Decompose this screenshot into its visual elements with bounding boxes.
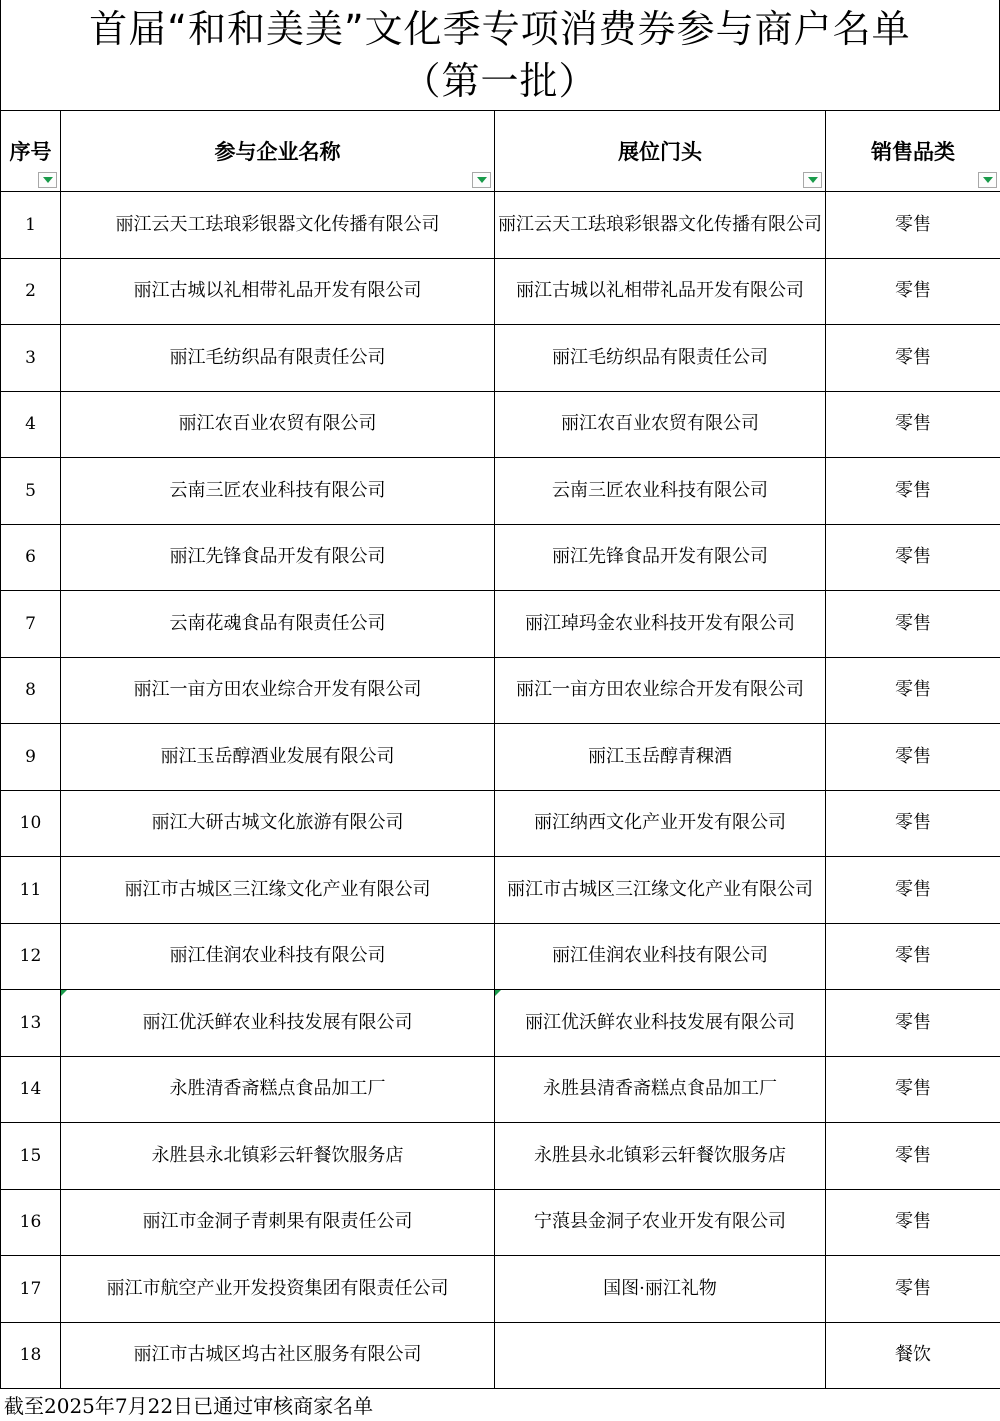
cell-category[interactable]: 零售 <box>826 990 1000 1057</box>
sheet-title <box>0 0 1000 110</box>
cell-company[interactable]: 丽江古城以礼相带礼品开发有限公司 <box>61 258 495 325</box>
cell-index[interactable]: 3 <box>1 325 61 392</box>
cell-company[interactable]: 丽江云天工珐琅彩银器文化传播有限公司 <box>61 192 495 259</box>
cell-index[interactable]: 14 <box>1 1056 61 1123</box>
cell-category[interactable]: 零售 <box>826 458 1000 525</box>
cell-company[interactable]: 丽江先锋食品开发有限公司 <box>61 524 495 591</box>
cell-company[interactable]: 丽江一亩方田农业综合开发有限公司 <box>61 657 495 724</box>
cell-category[interactable]: 零售 <box>826 591 1000 658</box>
table-row <box>1 458 1000 525</box>
cell-company[interactable]: 丽江市古城区三江缘文化产业有限公司 <box>61 857 495 924</box>
cell-index[interactable]: 7 <box>1 591 61 658</box>
cell-booth[interactable]: 永胜县清香斋糕点食品加工厂 <box>495 1056 826 1123</box>
cell-booth[interactable]: 丽江云天工珐琅彩银器文化传播有限公司 <box>495 192 826 259</box>
cell-company[interactable]: 云南三匠农业科技有限公司 <box>61 458 495 525</box>
header-category-label: 销售品类 <box>871 140 955 164</box>
table-row <box>1 258 1000 325</box>
table-row <box>1 524 1000 591</box>
cell-company[interactable]: 丽江优沃鲜农业科技发展有限公司 <box>61 990 495 1057</box>
table-row <box>1 591 1000 658</box>
cell-index[interactable]: 1 <box>1 192 61 259</box>
cell-booth[interactable]: 丽江古城以礼相带礼品开发有限公司 <box>495 258 826 325</box>
table-row <box>1 990 1000 1057</box>
table-row <box>1 790 1000 857</box>
title-line-1: 首届“和和美美”文化季专项消费券参与商户名单 <box>89 7 911 51</box>
cell-index[interactable]: 4 <box>1 391 61 458</box>
table-row <box>1 391 1000 458</box>
cell-marker-icon <box>61 990 67 996</box>
filter-dropdown-icon[interactable] <box>472 172 491 188</box>
cell-company[interactable]: 丽江农百业农贸有限公司 <box>61 391 495 458</box>
header-company-label: 参与企业名称 <box>214 140 341 164</box>
cell-index[interactable]: 5 <box>1 458 61 525</box>
table-row <box>1 325 1000 392</box>
table-row <box>1 1189 1000 1256</box>
table-row <box>1 1056 1000 1123</box>
cell-company[interactable]: 永胜县永北镇彩云轩餐饮服务店 <box>61 1123 495 1190</box>
cell-category[interactable]: 零售 <box>826 1256 1000 1323</box>
table-row <box>1 1322 1000 1389</box>
cell-category[interactable]: 零售 <box>826 923 1000 990</box>
cell-company[interactable]: 丽江玉岳醇酒业发展有限公司 <box>61 724 495 791</box>
cell-index[interactable]: 6 <box>1 524 61 591</box>
cell-index[interactable]: 8 <box>1 657 61 724</box>
cell-booth[interactable]: 永胜县永北镇彩云轩餐饮服务店 <box>495 1123 826 1190</box>
cell-booth[interactable]: 丽江毛纺织品有限责任公司 <box>495 325 826 392</box>
cell-company[interactable]: 丽江市航空产业开发投资集团有限责任公司 <box>61 1256 495 1323</box>
cell-booth[interactable]: 丽江市古城区三江缘文化产业有限公司 <box>495 857 826 924</box>
footer-note: 截至2025年7月22日已通过审核商家名单 <box>4 1394 374 1418</box>
cell-booth[interactable] <box>495 1322 826 1389</box>
cell-booth[interactable]: 国图·丽江礼物 <box>495 1256 826 1323</box>
cell-index[interactable]: 15 <box>1 1123 61 1190</box>
cell-category[interactable]: 零售 <box>826 724 1000 791</box>
table-row <box>1 1256 1000 1323</box>
cell-index[interactable]: 13 <box>1 990 61 1057</box>
cell-category[interactable]: 零售 <box>826 391 1000 458</box>
filter-dropdown-icon[interactable] <box>978 172 997 188</box>
cell-booth[interactable]: 云南三匠农业科技有限公司 <box>495 458 826 525</box>
cell-booth[interactable]: 丽江先锋食品开发有限公司 <box>495 524 826 591</box>
cell-category[interactable]: 餐饮 <box>826 1322 1000 1389</box>
cell-index[interactable]: 17 <box>1 1256 61 1323</box>
cell-booth[interactable]: 丽江优沃鲜农业科技发展有限公司 <box>495 990 826 1057</box>
cell-booth[interactable]: 丽江纳西文化产业开发有限公司 <box>495 790 826 857</box>
cell-company[interactable]: 丽江毛纺织品有限责任公司 <box>61 325 495 392</box>
header-category <box>826 111 1000 192</box>
cell-index[interactable]: 2 <box>1 258 61 325</box>
cell-booth[interactable]: 丽江玉岳醇青稞酒 <box>495 724 826 791</box>
cell-company[interactable]: 云南花魂食品有限责任公司 <box>61 591 495 658</box>
table-row <box>1 857 1000 924</box>
cell-index[interactable]: 16 <box>1 1189 61 1256</box>
cell-category[interactable]: 零售 <box>826 325 1000 392</box>
cell-marker-icon <box>495 990 501 996</box>
filter-dropdown-icon[interactable] <box>38 172 57 188</box>
table-row <box>1 192 1000 259</box>
header-index <box>1 111 61 192</box>
title-line-2: （第一批） <box>402 59 598 103</box>
cell-index[interactable]: 9 <box>1 724 61 791</box>
cell-booth[interactable]: 丽江琸玛金农业科技开发有限公司 <box>495 591 826 658</box>
header-row <box>1 111 1000 192</box>
cell-company[interactable]: 丽江大研古城文化旅游有限公司 <box>61 790 495 857</box>
cell-index[interactable]: 11 <box>1 857 61 924</box>
cell-booth[interactable]: 丽江一亩方田农业综合开发有限公司 <box>495 657 826 724</box>
cell-category[interactable]: 零售 <box>826 1056 1000 1123</box>
cell-company[interactable]: 丽江市古城区坞古社区服务有限公司 <box>61 1322 495 1389</box>
cell-category[interactable]: 零售 <box>826 857 1000 924</box>
cell-category[interactable]: 零售 <box>826 524 1000 591</box>
filter-dropdown-icon[interactable] <box>803 172 822 188</box>
cell-company[interactable]: 永胜清香斋糕点食品加工厂 <box>61 1056 495 1123</box>
header-index-label: 序号 <box>9 140 52 164</box>
cell-category[interactable]: 零售 <box>826 790 1000 857</box>
cell-booth[interactable]: 宁蒗县金洞子农业开发有限公司 <box>495 1189 826 1256</box>
table-row <box>1 1123 1000 1190</box>
table-row <box>1 657 1000 724</box>
cell-category[interactable]: 零售 <box>826 657 1000 724</box>
cell-company[interactable]: 丽江佳润农业科技有限公司 <box>61 923 495 990</box>
cell-booth[interactable]: 丽江农百业农贸有限公司 <box>495 391 826 458</box>
merchant-table <box>0 110 1000 1389</box>
header-company <box>61 111 495 192</box>
table-row <box>1 724 1000 791</box>
cell-category[interactable]: 零售 <box>826 1189 1000 1256</box>
table-row <box>1 923 1000 990</box>
cell-category[interactable]: 零售 <box>826 1123 1000 1190</box>
cell-index[interactable]: 12 <box>1 923 61 990</box>
cell-index[interactable]: 18 <box>1 1322 61 1389</box>
cell-index[interactable]: 10 <box>1 790 61 857</box>
cell-category[interactable]: 零售 <box>826 192 1000 259</box>
cell-category[interactable]: 零售 <box>826 258 1000 325</box>
header-booth <box>495 111 826 192</box>
cell-company[interactable]: 丽江市金洞子青刺果有限责任公司 <box>61 1189 495 1256</box>
header-booth-label: 展位门头 <box>618 140 702 164</box>
cell-booth[interactable]: 丽江佳润农业科技有限公司 <box>495 923 826 990</box>
